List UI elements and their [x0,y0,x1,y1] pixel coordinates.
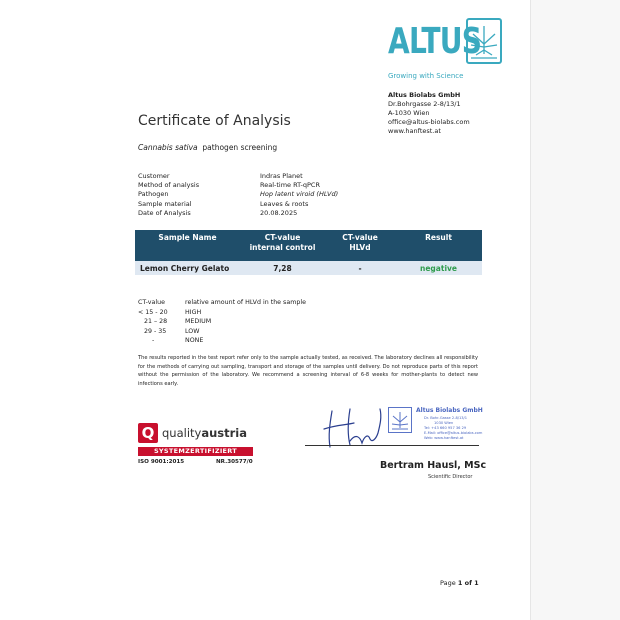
signer-name: Bertram Hausl, MSc [380,460,487,471]
info-row [138,181,338,190]
logo-wordmark: ALTUS [388,21,482,62]
legend-row [138,308,306,318]
legend-level: NONE [185,337,204,345]
stamp-line: Web: www.hanftest.at [424,436,464,440]
info-row [138,200,338,209]
stamp-line: E-Mail: office@altus-biolabs.com [424,431,483,435]
stamp-line: Tel: +43 660 957 36 29 [424,426,467,430]
legend-range: - [152,337,155,345]
handwritten-signature [320,403,390,451]
viewer-background [531,0,620,620]
subtitle-rest: pathogen screening [202,143,278,152]
legend-range: 21 – 28 [144,318,168,326]
page-current: 1 [457,579,463,587]
legend-level: HIGH [185,308,202,316]
header-sample-name: Sample Name [158,233,217,242]
signer-role: Scientific Director [428,474,473,480]
cell-sample: Lemon Cherry Gelato [140,263,230,273]
info-value: Indras Planet [260,172,303,180]
disclaimer-text: The results reported in the test report refer only to the sample actually tested, as received. The laboratory declines all responsibility for the methods of carrying out sampling, transport and storage of the samples until delivery. Do not reproduce parts of this report without the permission of the laboratory. We recommend a screening interval of 6-8 weeks for mother-plants to detect new infections early. [138,355,478,387]
legend-header [138,298,306,308]
logo-tagline: Growing with Science [388,72,464,80]
cell-ct-internal: 7,28 [273,263,292,273]
qa-number: NR.30577/0 [216,459,253,465]
info-block [138,172,338,218]
info-label: Sample material [138,199,192,208]
qa-iso: ISO 9001:2015 [138,459,185,465]
quality-austria-q-icon: Q [138,423,158,443]
info-value: Leaves & roots [260,199,309,208]
header-ct-internal: CT-value internal control [249,233,316,252]
info-label: Date of Analysis [138,208,191,217]
company-stamp [388,407,482,443]
company-email: office@altus-biolabs.com [388,118,470,126]
info-label: Customer [138,172,170,180]
results-table [135,230,482,275]
page-prefix: Page [440,579,458,587]
company-address [388,91,470,136]
document-subtitle [138,143,277,152]
info-value: Real-time RT-qPCR [260,181,320,190]
info-label: Method of analysis [138,181,200,190]
header-result: Result [425,233,452,242]
legend-range: 29 - 35 [144,327,167,335]
info-row [138,209,338,218]
info-row [138,190,338,199]
qa-brand: quality [162,426,202,440]
signature-line [305,445,479,446]
company-name: Altus Biolabs GmbH [388,91,461,99]
legend-range: < 15 - 20 [138,308,168,316]
qa-brand-bold: austria [201,426,248,440]
info-row [138,172,338,181]
page-number [440,579,479,587]
page-of: of [462,579,475,587]
ct-legend [138,298,306,346]
header-ct-hlvd: CT-value HLVd [342,233,378,252]
legend-row [138,317,306,327]
company-web: www.hanftest.at [388,127,441,135]
legend-row [138,327,306,337]
altus-logo [388,18,508,88]
stamp-company: Altus Biolabs GmbH [416,407,483,414]
stamp-leaf-icon [388,407,412,433]
stamp-line: 1030 Wien [434,421,454,425]
stamp-line: Dr. Bohr-Gasse 2-8/13/1 [424,416,468,420]
page-total: 1 [474,579,479,587]
legend-col1: CT-value [138,299,165,306]
company-city: A-1030 Wien [388,109,430,117]
legend-col2: relative amount of HLVd in the sample [185,299,306,306]
quality-austria-wordmark [162,426,247,440]
cell-result: negative [420,263,457,273]
cell-ct-hlvd: - [358,263,362,273]
legend-level: MEDIUM [185,318,212,326]
info-label: Pathogen [138,190,169,199]
document-title: Certificate of Analysis [138,113,291,129]
info-value: Hop latent viroid (HLVd) [260,190,339,199]
cannabis-leaf-icon [466,18,502,64]
qa-certified-bar: SYSTEMZERTIFIZIERT [138,447,253,456]
table-row [135,261,482,275]
table-header [135,230,482,261]
subtitle-species: Cannabis sativa [138,143,198,152]
info-value: 20.08.2025 [260,208,298,217]
company-street: Dr.Bohrgasse 2-8/13/1 [388,100,461,108]
legend-level: LOW [185,327,200,335]
legend-row [138,336,306,346]
